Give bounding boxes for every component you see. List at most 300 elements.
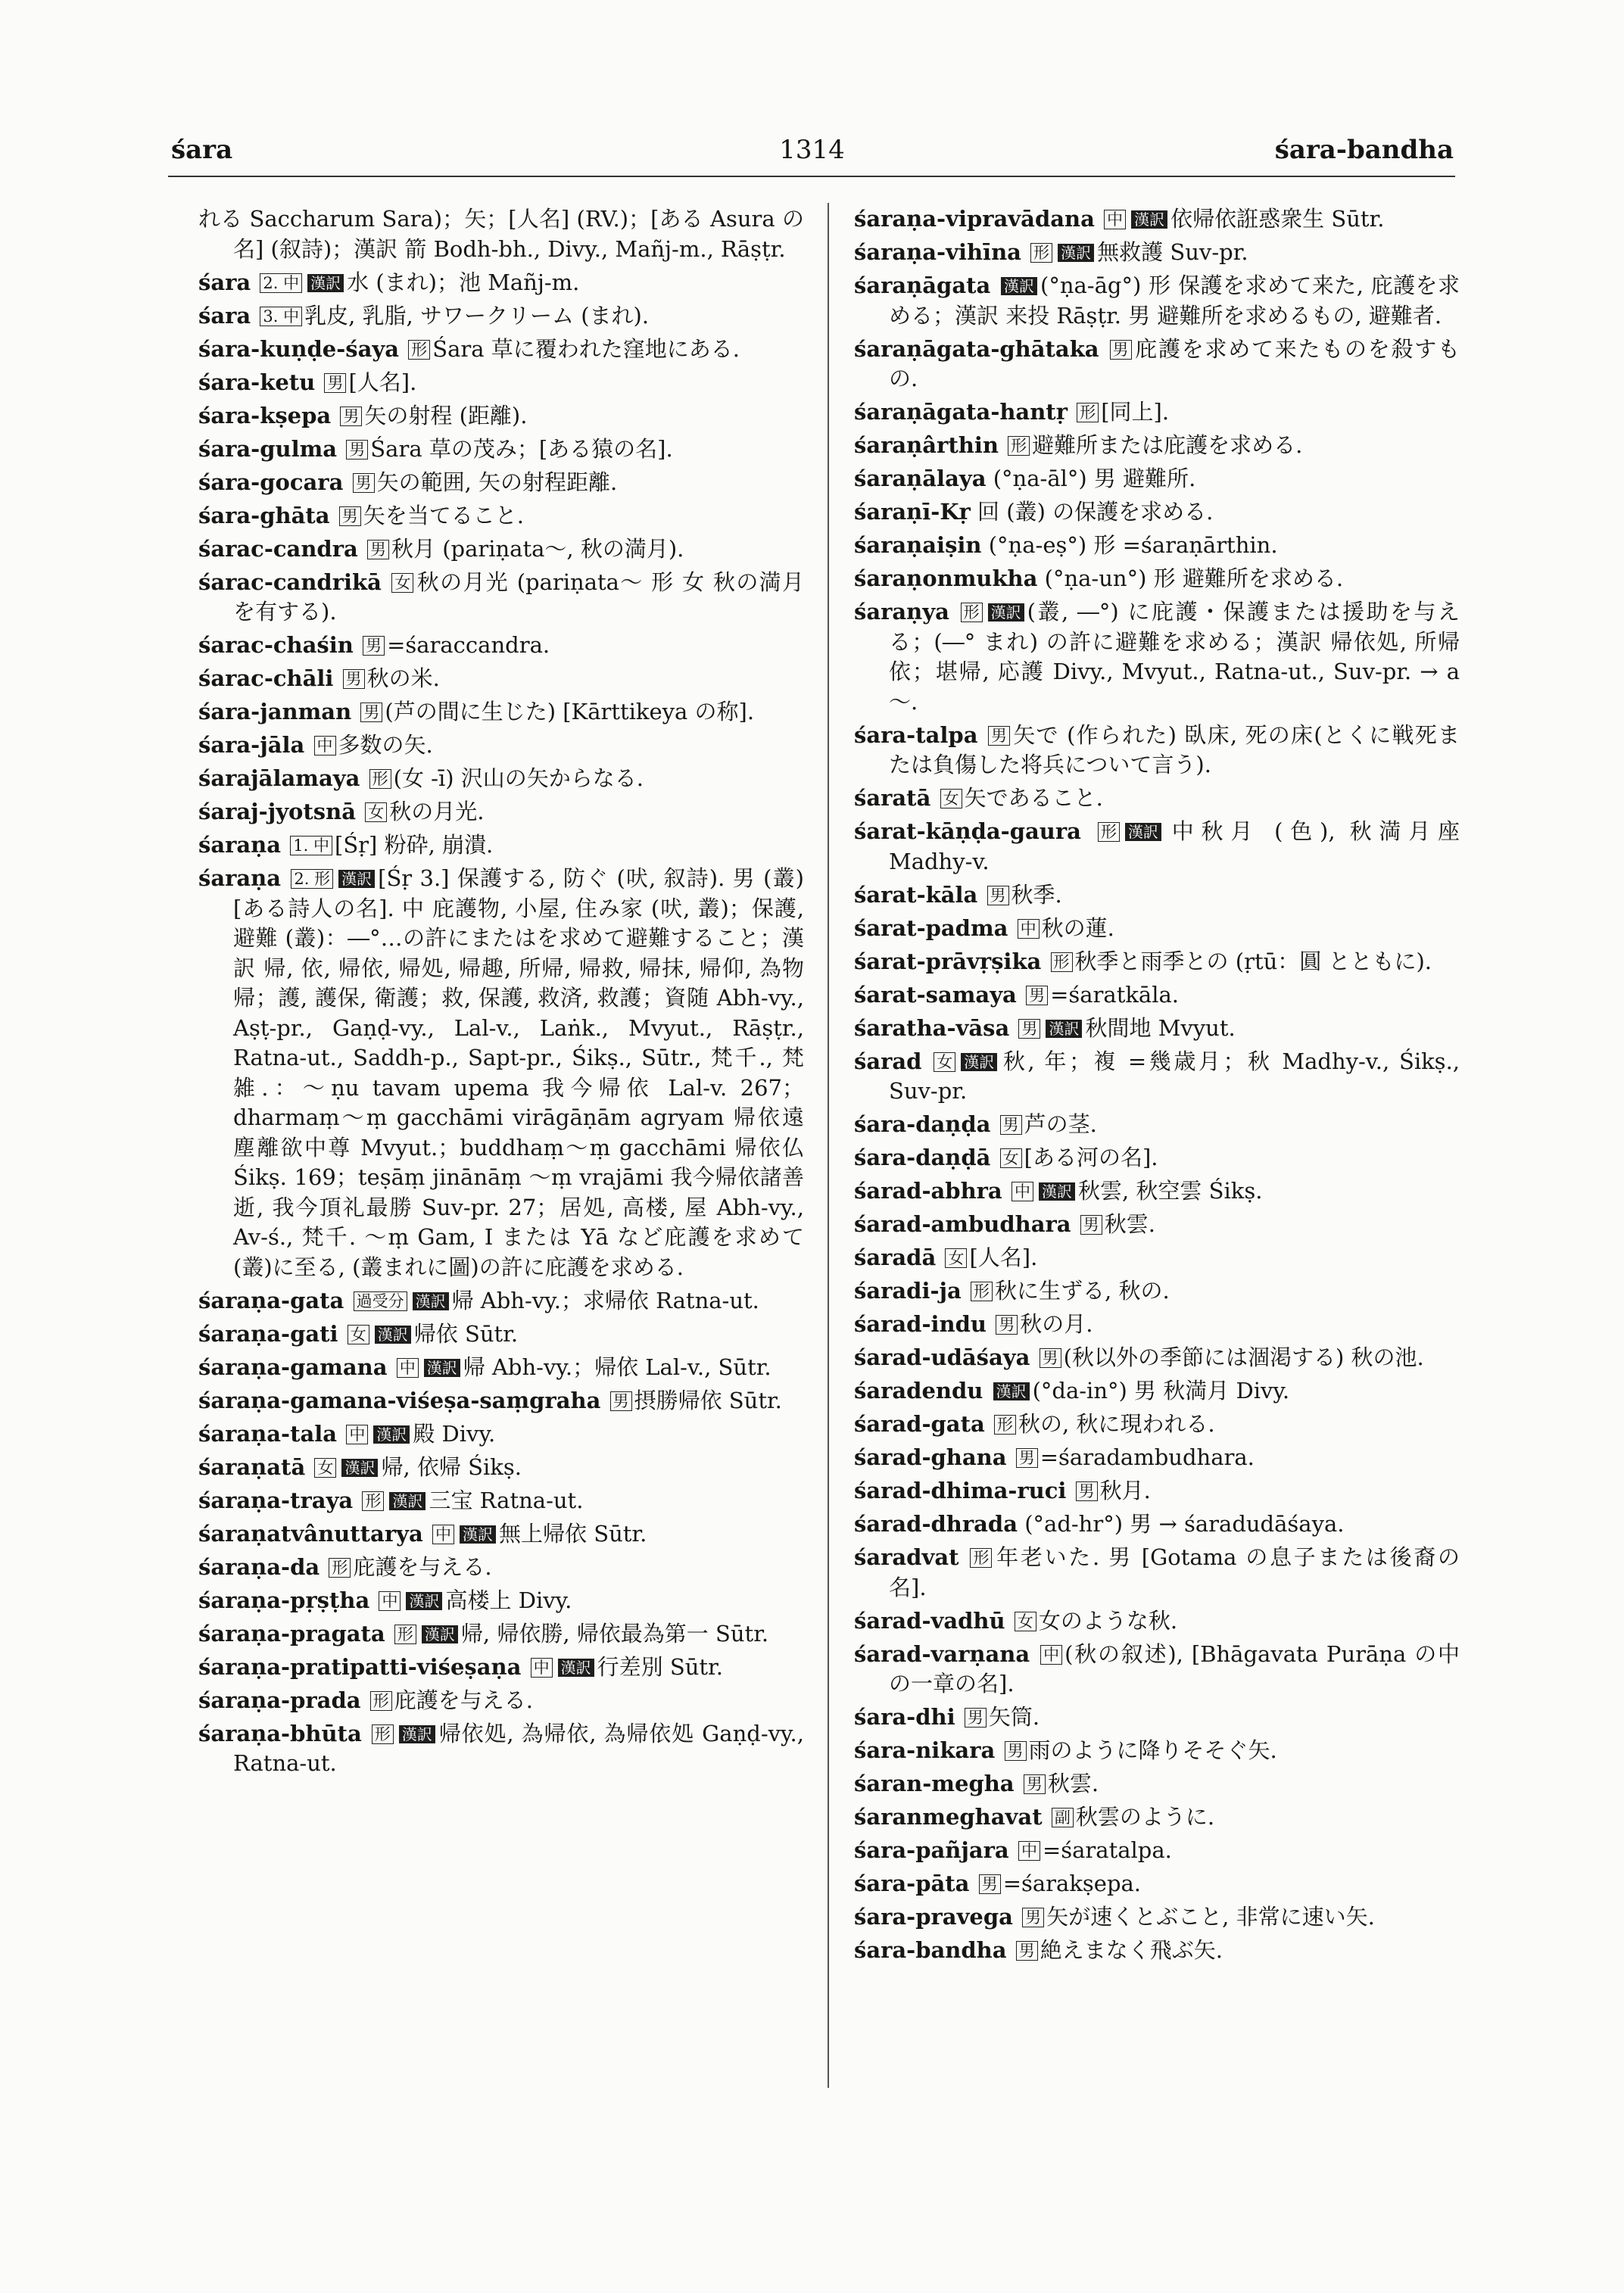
dictionary-entry	[198, 1386, 804, 1416]
dictionary-entry	[198, 631, 804, 661]
entry-definition: (°ad-hr°) 男 → śaradudāśaya.	[1024, 1511, 1345, 1537]
entry-definition: 秋の月光.	[389, 799, 485, 824]
dictionary-entry	[854, 597, 1460, 717]
entry-definition: 乳皮, 乳脂, サワークリーム (まれ).	[304, 302, 650, 329]
entry-definition: [人名].	[969, 1245, 1038, 1270]
entry-headword: śaranmeghavat	[854, 1804, 1043, 1830]
entry-headword: śara-daṇḍa	[854, 1111, 991, 1137]
entry-definition: 秋の, 秋に現われる.	[1018, 1411, 1215, 1437]
dictionary-entry	[854, 1476, 1460, 1506]
entry-definition: 秋の蓮.	[1041, 914, 1114, 941]
dictionary-entry	[854, 1543, 1460, 1603]
grammar-tag: 形	[394, 1625, 416, 1644]
entry-headword: śara-dhi	[854, 1704, 955, 1730]
entry-definition: 秋雲, 秋空雲 Śikṣ.	[1077, 1178, 1263, 1204]
grammar-tag: 過受分	[354, 1291, 407, 1311]
dictionary-entry	[854, 721, 1460, 780]
dictionary-entry	[854, 238, 1460, 268]
entry-definition: 秋間地 Mvyut.	[1085, 1014, 1236, 1041]
entry-definition: 年老いた. 男 [Gotama の息子または後裔の名].	[889, 1544, 1460, 1600]
entry-definition: 矢で (作られた) 臥床, 死の床(とくに戦死または負傷した将兵について言う).	[889, 721, 1460, 777]
entry-headword: śaraṇāgata	[854, 273, 991, 298]
entry-headword: śaraṇa-bhūta	[198, 1720, 362, 1746]
kanyaku-badge: 漢訳	[389, 1492, 425, 1510]
entry-definition: 秋の月光 (pariṇata～ 形 女 秋の満月を有する).	[233, 569, 804, 625]
entry-definition: 庇護を求めて来たものを殺すもの.	[889, 335, 1460, 391]
entry-definition: 絶えまなく飛ぶ矢.	[1040, 1937, 1223, 1963]
grammar-tag: 男	[353, 473, 375, 493]
entry-headword: śaraṇī-Kṛ	[854, 499, 971, 525]
grammar-tag: 形	[369, 769, 391, 789]
dictionary-entry	[854, 464, 1460, 494]
entry-definition: 庇護を与える.	[394, 1687, 533, 1713]
entry-definition: 矢を当てること.	[363, 502, 524, 528]
entry-definition: =śaratalpa.	[1042, 1837, 1172, 1863]
entry-definition: 秋月 (pariṇata～, 秋の満月).	[391, 535, 684, 562]
dictionary-entry	[854, 1047, 1460, 1107]
entry-definition: 高楼上 Divy.	[445, 1587, 572, 1613]
entry-definition: [ある河の名].	[1024, 1145, 1158, 1170]
entry-definition: 中秋月 (色), 秋満月座 Madhy-v.	[889, 818, 1460, 874]
dictionary-entry	[198, 1519, 804, 1550]
grammar-tag: 中	[531, 1658, 553, 1678]
entry-definition: (秋以外の季節には涸渇する) 秋の池.	[1063, 1344, 1424, 1370]
entry-definition: [Śṛ 3.] 保護する, 防ぐ (吠, 叙詩). 男 (叢) [ある詩人の名]. 中 庇護物, 小屋, 住み家 (吠, 叢)；保護, 避難 (叢)：―°…の許にまたはを求めて避難すること；漢訳 帰, 依, 帰依, 帰処, 帰趣, 所帰, 帰救, 帰抹, 帰仰, 為物帰；護, 護保, 衛護；救, 保護, 救済, 救護；資随 Abh-vy., Aṣṭ-pr., Gaṇḍ-vy., Lal-v., Laṅk., Mvyut., Rāṣṭr., Ratna-ut., Saddh-p., Sapt-pr., Śikṣ., Sūtr., 梵千., 梵雑.：～ṇu tavam upema 我今帰依 Lal-v. 267；dharmaṃ～ṃ gacchāmi virāgāṇām agryam 帰依遠塵離欲中尊 Mvyut.；buddhaṃ～ṃ gacchāmi 帰依仏 Śikṣ. 169；teṣāṃ jinānāṃ ～ṃ vrajāmi 我今帰依諸善逝, 我今頂礼最勝 Suv-pr. 27；居処, 高楼, 屋 Abh-vy., Av-ś., 梵千. ～ṃ Gam, I または Yā など庇護を求めて (叢)に至る, (叢まれに圖)の許に庇護を求める.	[233, 865, 805, 1280]
dictionary-entry	[198, 1319, 804, 1350]
grammar-tag: 男	[996, 1315, 1018, 1335]
grammar-tag: 形	[1008, 436, 1030, 456]
grammar-tag: 中	[314, 736, 336, 756]
entry-definition: 芦の茎.	[1024, 1111, 1097, 1137]
grammar-tag: 男	[324, 373, 346, 393]
entry-headword: śara-gocara	[198, 469, 344, 495]
entry-definition: 行差別 Sūtr.	[597, 1653, 723, 1680]
entry-headword: śarat-samaya	[854, 981, 1017, 1008]
grammar-tag: 女	[940, 789, 962, 808]
entry-headword: śaraj-jyotsnā	[198, 799, 356, 824]
dictionary-entry	[854, 564, 1460, 594]
entry-headword: śara-janman	[198, 699, 352, 724]
entry-definition: 避難所または庇護を求める.	[1032, 432, 1303, 458]
grammar-tag: 男	[987, 886, 1009, 905]
entry-headword: śaraṇonmukha	[854, 565, 1038, 591]
dictionary-entry	[198, 1553, 804, 1583]
entry-headword: śarad-udāśaya	[854, 1344, 1030, 1370]
entry-definition: 秋雲.	[1104, 1211, 1155, 1237]
grammar-tag: 中	[397, 1358, 419, 1378]
grammar-tag: 女	[934, 1052, 955, 1072]
dictionary-entry	[198, 864, 804, 1282]
entry-headword: śara-ghāta	[198, 502, 330, 528]
kanyaku-badge: 漢訳	[373, 1425, 410, 1444]
entry-definition: 帰, 帰依勝, 帰依最為第一 Sūtr.	[460, 1620, 769, 1647]
entry-headword: śaraṇatvânuttarya	[198, 1520, 423, 1547]
kanyaku-badge: 漢訳	[1131, 210, 1167, 229]
grammar-tag: 男	[1076, 1481, 1098, 1501]
entry-definition: 雨のように降りそそぐ矢.	[1028, 1737, 1277, 1763]
dictionary-entry	[854, 1736, 1460, 1766]
grammar-tag: 形	[971, 1282, 993, 1301]
dictionary-entry	[854, 1802, 1460, 1833]
dictionary-entry	[854, 1110, 1460, 1140]
grammar-tag: 男	[988, 726, 1010, 746]
grammar-tag: 形	[372, 1724, 394, 1744]
entry-definition: 庇護を与える.	[353, 1553, 492, 1580]
dictionary-entry	[854, 817, 1460, 877]
dictionary-entry	[198, 335, 804, 365]
dictionary-entry	[198, 1453, 804, 1483]
dictionary-entry	[854, 1210, 1460, 1240]
entry-headword: śaraṇa-traya	[198, 1487, 354, 1513]
grammar-tag: 中	[1018, 1841, 1040, 1861]
entry-definition: 矢の射程 (距離).	[364, 402, 528, 428]
dictionary-entry	[198, 1619, 804, 1650]
entry-headword: śarac-chāli	[198, 665, 334, 691]
dictionary-entry	[198, 568, 804, 628]
entry-definition: 依帰依誑惑衆生 Sūtr.	[1170, 206, 1385, 232]
page-number: 1314	[779, 135, 845, 165]
entry-definition: 秋, 年；複 =幾歳月；秋 Madhy-v., Śikṣ., Suv-pr.	[889, 1048, 1460, 1104]
grammar-tag: 中	[1011, 1182, 1033, 1201]
dictionary-entry	[854, 1243, 1460, 1273]
grammar-tag: 2. 形	[291, 869, 333, 889]
entry-headword: śaraṇāgata-ghātaka	[854, 335, 1099, 362]
dictionary-entry	[854, 1410, 1460, 1440]
grammar-tag: 男	[1110, 340, 1132, 360]
entry-definition: (女 -ī) 沢山の矢からなる.	[393, 765, 644, 791]
running-head	[0, 135, 1624, 180]
entry-headword: śaratha-vāsa	[854, 1014, 1010, 1041]
kanyaku-badge: 漢訳	[558, 1659, 594, 1677]
entry-headword: śarat-kāṇḍa-gaura	[854, 818, 1081, 844]
right-column	[854, 204, 1460, 1969]
kanyaku-badge: 漢訳	[1039, 1182, 1075, 1201]
grammar-tag: 中	[346, 1425, 368, 1444]
dictionary-entry	[198, 501, 804, 531]
dictionary-entry	[198, 1419, 804, 1450]
entry-definition: 帰依処, 為帰依, 為帰依処 Gaṇḍ-vy., Ratna-ut.	[233, 1720, 804, 1776]
kanyaku-badge: 漢訳	[1058, 244, 1094, 262]
dictionary-entry	[198, 1653, 804, 1683]
dictionary-entry	[854, 880, 1460, 911]
grammar-tag: 男	[1024, 1774, 1046, 1794]
dictionary-entry	[198, 401, 804, 431]
dictionary-entry	[198, 368, 804, 398]
entry-headword: śaraṇa-gamana	[198, 1354, 388, 1380]
entry-headword: śarajālamaya	[198, 765, 360, 791]
grammar-tag: 男	[363, 636, 385, 656]
dictionary-entry	[854, 271, 1460, 331]
dictionary-entry	[198, 1686, 804, 1716]
entry-headword: śarad-ambudhara	[854, 1211, 1071, 1237]
entry-definition: 矢が速くとぶこと, 非常に速い矢.	[1046, 1904, 1375, 1930]
grammar-tag: 中	[432, 1525, 454, 1544]
entry-definition: (秋の叙述), [Bhāgavata Purāṇa の中の一章の名].	[889, 1640, 1460, 1696]
dictionary-entry	[198, 797, 804, 827]
grammar-tag: 男	[1022, 1908, 1044, 1927]
entry-definition: 帰 Abh-vy.；求帰依 Ratna-ut.	[451, 1287, 759, 1313]
entry-headword: śaraṇa-pratipatti-viśeṣaṇa	[198, 1653, 522, 1680]
entry-definition: 帰 Abh-vy.；帰依 Lal-v., Sūtr.	[463, 1354, 771, 1380]
entry-definition: (叢, ―°) に庇護・保護または援助を与える；(―° まれ) の許に避難を求める；漢訳 帰依処, 所帰依；堪帰, 応護 Divy., Mvyut., Ratna-ut., Suv-pr. → a～.	[889, 599, 1460, 715]
grammar-tag: 男	[339, 506, 361, 526]
entry-headword: śaraṇârthin	[854, 432, 999, 458]
dictionary-entry	[854, 980, 1460, 1011]
entry-definition: (°ṇa-āl°) 男 避難所.	[993, 466, 1196, 491]
entry-headword: śarad-ghana	[854, 1444, 1007, 1470]
entry-headword: śaraṇa	[198, 832, 282, 858]
entry-definition: =śaratkāla.	[1050, 981, 1179, 1008]
entry-headword: śara	[198, 269, 251, 295]
kanyaku-badge: 漢訳	[988, 603, 1024, 622]
entry-headword: śaradvat	[854, 1544, 959, 1570]
dictionary-entry	[854, 1836, 1460, 1866]
grammar-tag: 男	[343, 669, 365, 689]
entry-definition: 多数の矢.	[338, 732, 433, 758]
grammar-tag: 男	[979, 1874, 1001, 1894]
entry-definition: れる Saccharum Sara)；矢；[人名] (RV.)；[ある Asura の名] (叙詩)；漢訳 箭 Bodh-bh., Divy., Mañj-m., Rāṣṭr.	[198, 206, 804, 262]
dictionary-entry	[854, 497, 1460, 528]
grammar-tag: 女	[945, 1248, 967, 1268]
entry-definition: 水 (まれ)；池 Mañj-m.	[347, 269, 580, 295]
entry-headword: śara-nikara	[854, 1737, 996, 1763]
entry-headword: śara-jāla	[198, 732, 305, 758]
dictionary-entry	[198, 534, 804, 565]
grammar-tag: 形	[970, 1548, 992, 1568]
entry-headword: śarac-candrikā	[198, 569, 382, 595]
grammar-tag: 形	[994, 1415, 1016, 1435]
entry-headword: śaraṇya	[854, 599, 949, 625]
entry-headword: śaraṇaiṣin	[854, 532, 982, 558]
grammar-tag: 2. 中	[260, 273, 302, 293]
dictionary-entry	[854, 1703, 1460, 1733]
entry-headword: śarad	[854, 1048, 922, 1074]
entry-headword: śara-bandha	[854, 1937, 1007, 1963]
grammar-tag: 形	[329, 1558, 351, 1578]
entry-headword: śaradendu	[854, 1378, 983, 1404]
entry-headword: śarat-kāla	[854, 881, 978, 908]
entry-headword: śara-gulma	[198, 435, 338, 462]
kanyaku-badge: 漢訳	[1046, 1020, 1082, 1038]
entry-headword: śaraṇa-vipravādana	[854, 206, 1095, 232]
grammar-tag: 女	[391, 573, 413, 593]
grammar-tag: 1. 中	[290, 836, 332, 855]
dictionary-entry	[198, 664, 804, 694]
entry-definition: (°ṇa-un°) 形 避難所を求める.	[1044, 565, 1344, 591]
dictionary-entry	[198, 204, 804, 264]
entry-headword: śarad-gata	[854, 1411, 985, 1437]
kanyaku-badge: 漢訳	[961, 1053, 997, 1071]
entry-definition: Śara 草に覆われた窪地にある.	[432, 335, 740, 362]
dictionary-entry	[854, 1869, 1460, 1899]
entry-headword: śaraṇa-vihīna	[854, 239, 1021, 265]
entry-headword: śaratā	[854, 785, 931, 811]
entry-definition: 秋月.	[1099, 1478, 1151, 1503]
entry-headword: śaraṇa-prada	[198, 1687, 361, 1713]
entry-definition: 回 (叢) の保護を求める.	[977, 499, 1214, 525]
grammar-tag: 男	[610, 1391, 632, 1411]
left-column	[198, 204, 804, 1782]
grammar-tag: 形	[961, 603, 983, 622]
grammar-tag: 男	[367, 540, 389, 559]
kanyaku-badge: 漢訳	[1001, 277, 1037, 295]
dictionary-entry	[198, 1353, 804, 1383]
dictionary-entry	[854, 335, 1460, 394]
entry-headword: śaran-megha	[854, 1771, 1015, 1796]
entry-headword: śarad-dhrada	[854, 1511, 1018, 1537]
grammar-tag: 男	[346, 440, 368, 460]
grammar-tag: 男	[1026, 986, 1048, 1005]
dictionary-entry	[854, 1143, 1460, 1173]
entry-headword: śaradi-ja	[854, 1278, 962, 1304]
entry-definition: 矢筒.	[988, 1704, 1040, 1730]
kanyaku-badge: 漢訳	[413, 1292, 449, 1310]
dictionary-entry	[854, 784, 1460, 814]
entry-headword: śara-ketu	[198, 369, 316, 395]
grammar-tag: 男	[1005, 1741, 1027, 1761]
entry-headword: śara-pāta	[854, 1871, 970, 1896]
grammar-tag: 中	[1040, 1645, 1062, 1665]
entry-definition: 秋に生ずる, 秋の.	[995, 1278, 1170, 1304]
kanyaku-badge: 漢訳	[993, 1382, 1030, 1400]
grammar-tag: 男	[360, 703, 382, 722]
dictionary-entry	[854, 531, 1460, 561]
kanyaku-badge: 漢訳	[338, 870, 375, 888]
grammar-tag: 男	[1040, 1348, 1061, 1368]
entry-headword: śaraṇa-gati	[198, 1320, 338, 1347]
entry-definition: 秋季.	[1011, 881, 1062, 908]
dictionary-entry	[854, 1640, 1460, 1699]
entry-headword: śaradā	[854, 1245, 937, 1270]
entry-definition: 殿 Divy.	[413, 1420, 496, 1447]
kanyaku-badge: 漢訳	[399, 1725, 435, 1743]
dictionary-entry	[854, 1606, 1460, 1637]
dictionary-entry	[854, 1176, 1460, 1207]
grammar-tag: 形	[1077, 403, 1099, 422]
dictionary-entry	[198, 697, 804, 727]
grammar-tag: 男	[1016, 1448, 1038, 1468]
grammar-tag: 男	[1080, 1215, 1102, 1235]
grammar-tag: 男	[1018, 1019, 1040, 1039]
entry-definition: 帰依 Sūtr.	[413, 1320, 519, 1347]
dictionary-entry	[198, 1719, 804, 1779]
dictionary-entry	[854, 947, 1460, 977]
kanyaku-badge: 漢訳	[307, 274, 344, 292]
header-left-guideword: śara	[171, 135, 233, 165]
dictionary-entry	[198, 1586, 804, 1616]
entry-headword: śaraṇa	[198, 865, 282, 891]
entry-headword: śarat-padma	[854, 914, 1008, 941]
dictionary-entry	[854, 1276, 1460, 1307]
grammar-tag: 男	[1016, 1941, 1038, 1961]
dictionary-entry	[198, 1486, 804, 1516]
entry-definition: =śaraccandra.	[387, 632, 550, 658]
entry-definition: (°da-in°) 男 秋満月 Divy.	[1032, 1378, 1290, 1404]
entry-definition: 女のような秋.	[1038, 1607, 1178, 1634]
entry-headword: śara-talpa	[854, 721, 978, 748]
entry-headword: śaraṇa-tala	[198, 1420, 338, 1447]
header-rule	[168, 176, 1455, 177]
entry-headword: śarad-varṇana	[854, 1640, 1030, 1667]
dictionary-entry	[854, 204, 1460, 235]
entry-definition: 秋の月.	[1020, 1311, 1093, 1337]
dictionary-entry	[854, 1343, 1460, 1373]
entry-headword: śarac-chaśin	[198, 632, 354, 658]
grammar-tag: 女	[1015, 1612, 1036, 1631]
kanyaku-badge: 漢訳	[375, 1326, 411, 1344]
entry-headword: śaraṇa-da	[198, 1553, 320, 1580]
dictionary-entry	[198, 764, 804, 794]
entry-headword: śara-kṣepa	[198, 402, 332, 428]
entry-definition: (°ṇa-āg°) 形 保護を求めて来た, 庇護を求める；漢訳 来投 Rāṣṭr. 男 避難所を求めるもの, 避難者.	[889, 273, 1460, 329]
grammar-tag: 副	[1052, 1808, 1074, 1827]
grammar-tag: 中	[1018, 919, 1040, 939]
grammar-tag: 形	[370, 1691, 392, 1711]
entry-definition: 矢の範囲, 矢の射程距離.	[376, 469, 618, 495]
dictionary-entry	[854, 1509, 1460, 1540]
kanyaku-badge: 漢訳	[460, 1525, 496, 1544]
entry-headword: śarac-candra	[198, 535, 358, 562]
entry-headword: śaraṇa-gata	[198, 1287, 344, 1313]
grammar-tag: 形	[1030, 243, 1052, 263]
entry-definition: 無上帰依 Sūtr.	[499, 1520, 647, 1547]
column-divider	[828, 203, 829, 2088]
entry-headword: śara-kuṇḍe-śaya	[198, 335, 400, 362]
grammar-tag: 形	[362, 1491, 384, 1511]
grammar-tag: 女	[1000, 1148, 1022, 1168]
grammar-tag: 中	[379, 1591, 401, 1611]
dictionary-entry	[854, 1376, 1460, 1407]
grammar-tag: 男	[340, 407, 362, 426]
grammar-tag: 形	[1051, 952, 1073, 972]
entry-definition: =śarakṣepa.	[1002, 1871, 1142, 1896]
entry-headword: śarad-vadhū	[854, 1607, 1005, 1634]
entry-headword: śaraṇāgata-hantṛ	[854, 399, 1068, 425]
entry-definition: 秋雲のように.	[1075, 1804, 1215, 1830]
entry-headword: śarad-indu	[854, 1311, 987, 1337]
dictionary-entry	[198, 1286, 804, 1316]
entry-definition: 秋の米.	[366, 665, 440, 691]
grammar-tag: 男	[965, 1708, 987, 1728]
entry-definition: [人名].	[348, 369, 417, 395]
dictionary-entry	[198, 731, 804, 761]
grammar-tag: 形	[1098, 822, 1120, 842]
entry-definition: =śaradambudhara.	[1040, 1444, 1255, 1470]
entry-headword: śara	[198, 302, 251, 329]
entry-headword: śaraṇa-gamana-viśeṣa-saṃgraha	[198, 1387, 601, 1413]
dictionary-entry	[854, 1769, 1460, 1799]
grammar-tag: 3. 中	[260, 307, 302, 326]
dictionary-entry	[854, 1014, 1460, 1044]
dictionary-entry	[854, 1936, 1460, 1966]
dictionary-entry	[854, 1443, 1460, 1473]
entry-headword: śaraṇālaya	[854, 466, 987, 491]
grammar-tag: 女	[348, 1325, 369, 1344]
entry-definition: (°ṇa-eṣ°) 形 =śaraṇārthin.	[988, 532, 1278, 558]
grammar-tag: 女	[365, 802, 387, 822]
kanyaku-badge: 漢訳	[341, 1459, 378, 1477]
grammar-tag: 女	[314, 1458, 336, 1478]
entry-definition: 秋雲.	[1047, 1771, 1099, 1796]
grammar-tag: 男	[1000, 1115, 1022, 1135]
entry-definition: (芦の間に生じた) [Kārttikeya の称].	[385, 699, 755, 724]
entry-definition: 摂勝帰依 Sūtr.	[634, 1387, 782, 1413]
dictionary-entry	[198, 301, 804, 332]
dictionary-entry	[198, 468, 804, 498]
dictionary-entry	[854, 914, 1460, 944]
dictionary-entry	[854, 397, 1460, 428]
entry-headword: śara-pañjara	[854, 1837, 1009, 1863]
